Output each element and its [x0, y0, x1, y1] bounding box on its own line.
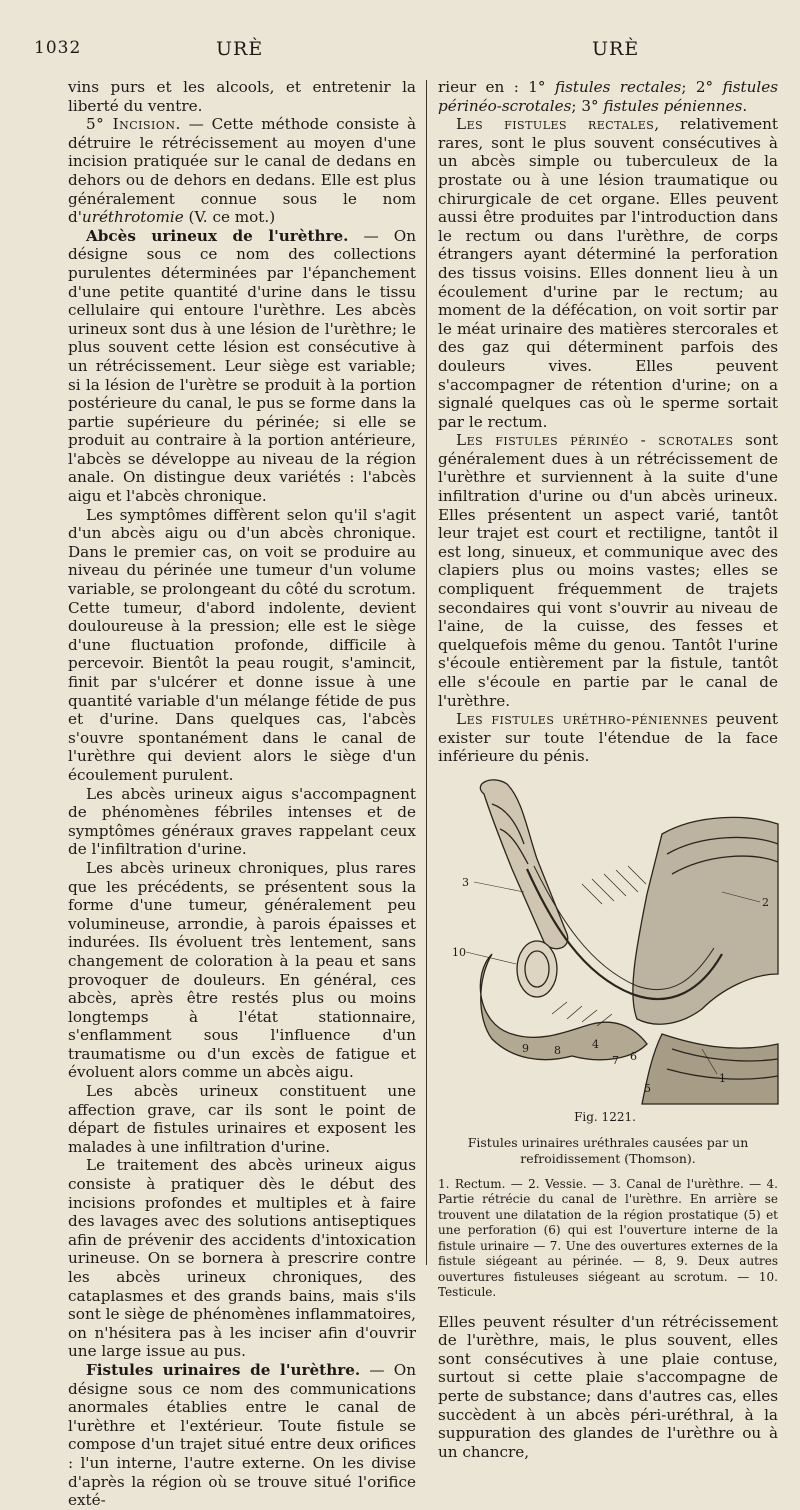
figure-number-7: 7	[612, 1053, 619, 1067]
running-head-right: URÈ	[592, 38, 640, 60]
right-column	[438, 78, 779, 1461]
bladder-shape	[633, 817, 778, 1024]
paragraph-types	[438, 78, 778, 115]
paragraph-fistules	[68, 1361, 416, 1510]
paragraph-perineo	[438, 431, 778, 710]
paragraph: Le traitement des abcès urineux aigus consiste à pratiquer dès le début des incisions profondes et multiples et à faire des lavages avec des solutions antiseptiques afin de prévenir des accidents d'intoxication urineuse. On se bornera à prescrire contre les abcès urineux chroniques, des cataplasmes et des grands bains, mais s'ils sont le siège de phénomènes inflammatoires, on n'hésitera pas à les inciser afin d'ouvrir une large issue au pus.	[68, 1156, 416, 1361]
paragraph-text: (V. ce mot.)	[183, 208, 276, 227]
figure-number-2: 2	[762, 895, 769, 909]
figure-number-5: 5	[644, 1081, 651, 1095]
column-divider	[426, 80, 427, 1265]
entry-title: Fistules urinaires de l'urèthre.	[86, 1360, 361, 1379]
figure-number-4: 4	[592, 1037, 599, 1051]
paragraph: Les symptômes diffèrent selon qu'il s'agit d'un abcès aigu ou d'un abcès chronique. Dans le premier cas, on voit se produire au niveau du périnée une tumeur d'un volume variable, se prolongeant du côté du scrotum. Cette tumeur, d'abord indolente, devient douloureuse à la pression; elle est le siège d'une fluctuation profonde, difficile à percevoir. Bientôt la peau rougit, s'amincit, finit par s'ulcérer et donne issue à une quantité variable d'un mélange fétide de pus et d'urine. Dans quelques cas, l'abcès s'ouvre spontanément dans le canal de l'urèthre qui devient alors le siège d'un écoulement purulent.	[68, 505, 416, 784]
figure-label: Fig. 1221.	[574, 1109, 636, 1124]
figure-caption: Fistules urinaires uréthrales causées par un refroidissement (Thomson).	[467, 1134, 749, 1166]
anatomical-figure	[432, 774, 778, 1127]
subsection-label: Les fistules uréthro-péniennes	[456, 710, 709, 729]
figure-number-6: 6	[630, 1049, 637, 1063]
paragraph-text: relativement rares, sont le plus souvent consécutives à un abcès simple ou tuberculeux de la prostate ou à une lésion traumatique ou chirurgicale de cet organe. Elles peuvent aussi être produites par l'introduction dans le rectum ou dans l'urèthre, de corps étrangers ayant déterminé la perforation des tissus voisins. Elles donnent lieu à un écoulement d'urine par le rectum; au moment de la défécation, on voit sortir par le méat urinaire des matières stercorales et des gaz qui déterminent parfois des douleurs vives. Elles peuvent s'accompagner de rétention d'urine; on a signalé quelques cas où le sperme sortait par le rectum.	[438, 115, 778, 431]
section-label: 5° Incision.	[86, 115, 181, 134]
term: fistules péniennes	[603, 96, 743, 115]
paragraph-rectales	[438, 115, 778, 431]
paragraph-text: peuvent exister sur toute l'étendue de la face inférieure du pénis.	[438, 710, 778, 766]
paragraph-incision	[68, 115, 416, 227]
paragraph-text: .	[742, 96, 748, 115]
scrotum-shape	[480, 954, 647, 1060]
paragraph-text: — On désigne sous ce nom des communications anormales établies entre le canal de l'urèthre et l'extérieur. Toute fistule se compose d'un trajet situé entre deux orifices : l'un interne, l'autre externe. On les divise d'après la région où se trouve situé l'orifice exté-	[68, 1360, 417, 1510]
fistula-illustration	[432, 774, 778, 1104]
paragraph-text: — Cette méthode consiste à détruire le rétrécissement au moyen d'une incision pratiquée sur le canal de dedans en dehors ou de dehors en dedans. Elle est plus généralement connue sous le nom d'	[68, 115, 416, 227]
figure-number-1: 1	[719, 1071, 726, 1085]
testicle-shape	[517, 941, 557, 997]
paragraph-abces	[68, 227, 416, 506]
paragraph-text: — On désigne sous ce nom des collections purulentes déterminées par l'épanchement d'une petite quantité d'urine dans le tissu cellulaire qui entoure l'urèthre. Les abcès urineux sont dus à une lésion de l'urèthre; le plus souvent cette lésion est consécutive à un rétrécissement. Leur siège est variable; si la lésion de l'urètre se produit à la portion postérieure du canal, le pus se forme dans la partie supérieure du périnée; si elle se produit au contraire à la portion antérieure, l'abcès se développe au niveau de la région anale. On distingue deux variétés : l'abcès aigu et l'abcès chronique.	[68, 226, 416, 506]
page-number: 1032	[34, 38, 82, 58]
term-link: uréthrotomie	[81, 208, 184, 227]
figure-number-10: 10	[452, 945, 466, 959]
entry-title: Abcès urineux de l'urèthre.	[86, 226, 349, 245]
figure-number-8: 8	[554, 1043, 561, 1057]
subsection-label: Les fistules périnéo - scrotales	[456, 431, 734, 450]
paragraph-text: ; 3°	[571, 96, 604, 115]
paragraph-uretro	[438, 710, 778, 766]
rectum-shape	[642, 1034, 778, 1104]
paragraph-text: sont généralement dues à un rétrécissement de l'urèthre et surviennent à la suite d'une infiltration d'urine ou d'un abcès urineux. Elles présentent un aspect varié, tantôt leur trajet est court et rectiligne, tantôt il est long, sinueux, et communique avec des clapiers plus ou moins vastes; elles se compliquent fréquemment de trajets secondaires qui vont s'ouvrir au niveau de l'aine, de la cuisse, des fesses et quelquefois même du genou. Tantôt l'urine s'écoule entièrement par la fistule, tantôt elle s'écoule en partie par le canal de l'urèthre.	[438, 431, 778, 710]
running-head-left: URÈ	[216, 38, 264, 60]
paragraph-text: ; 2°	[681, 78, 723, 96]
figure-legend: 1. Rectum. — 2. Vessie. — 3. Canal de l'urèthre. — 4. Partie rétrécie du canal de l'urèthre. En arrière se trouvent une dilatation de la région prostatique (5) et une perforation (6) qui est l'ouverture interne de la fistule urinaire — 7. Une des ouvertures externes de la fistule siégeant au périnée. — 8, 9. Deux autres ouvertures fistuleuses siégeant au scrotum. — 10. Testicule.	[438, 1176, 778, 1300]
term: fistules périnéo-scrotales	[438, 78, 779, 115]
paragraph: Elles peuvent résulter d'un rétrécissement de l'urèthre, mais, le plus souvent, elles sont consécutives à une plaie contuse, surtout si cette plaie s'accompagne de perte de substance; dans d'autres cas, elles succèdent à un abcès péri-uréthral, à la suppuration des glandes de l'urèthre ou à un chancre,	[438, 1312, 778, 1461]
paragraph: vins purs et les alcools, et entretenir la liberté du ventre.	[68, 78, 416, 115]
paragraph: Les abcès urineux constituent une affection grave, car ils sont le point de départ de fistules urinaires et exposent les malades à une infiltration d'urine.	[68, 1082, 416, 1156]
paragraph: Les abcès urineux chroniques, plus rares que les précédents, se présentent sous la forme d'une tumeur, généralement peu volumineuse, arrondie, à parois épaisses et indurées. Ils évoluent très lentement, sans changement de coloration à la peau et sans provoquer de douleurs. En général, ces abcès, après être restés plus ou moins longtemps à l'état stationnaire, s'enflamment sous l'influence d'un traumatisme ou d'un excès de fatigue et évoluent alors comme un abcès aigu.	[68, 858, 416, 1082]
figure-number-3: 3	[462, 875, 469, 889]
paragraph: Les abcès urineux aigus s'accompagnent de phénomènes fébriles intenses et de symptômes généraux graves rappelant ceux de l'infiltration d'urine.	[68, 784, 416, 859]
paragraph-text: rieur en : 1°	[438, 78, 555, 96]
left-column	[68, 78, 417, 1510]
term: fistules rectales	[554, 78, 682, 96]
figure-number-9: 9	[522, 1041, 529, 1055]
subsection-label: Les fistules rectales,	[456, 115, 660, 134]
